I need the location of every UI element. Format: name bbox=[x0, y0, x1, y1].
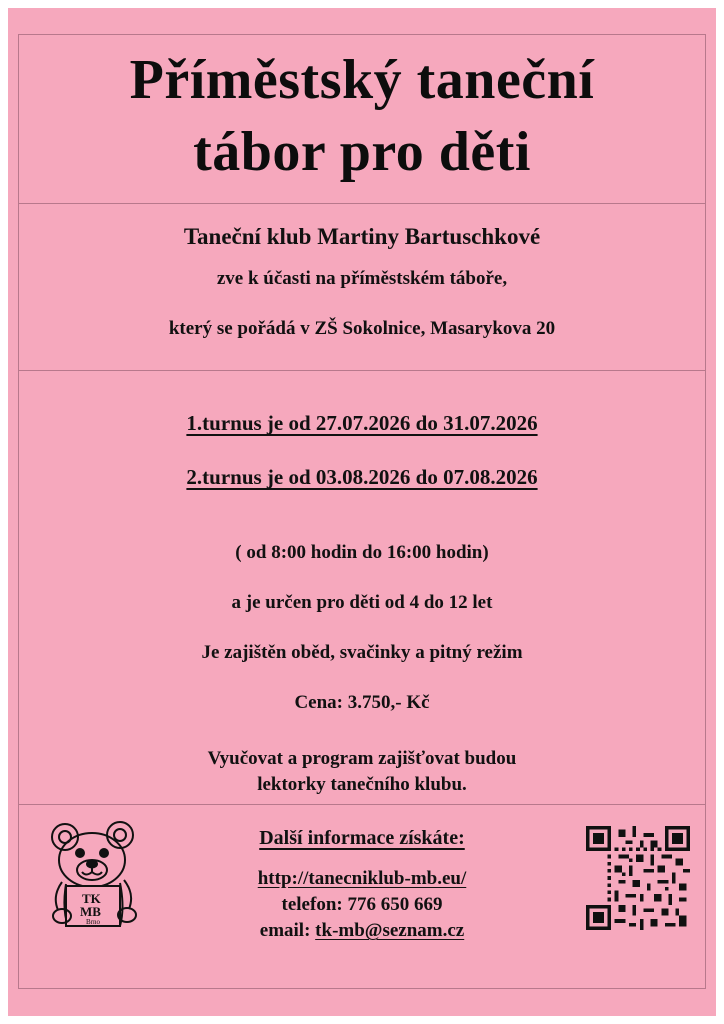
email-label: email: bbox=[259, 920, 316, 941]
bear-mascot-logo bbox=[42, 820, 152, 935]
phone-text: telefon: 776 650 669 bbox=[281, 894, 443, 915]
title-line-1: Příměstský taneční bbox=[129, 49, 595, 111]
staff-text-line-2: lektorky tanečního klubu. bbox=[257, 774, 467, 795]
svg-text:Brno: Brno bbox=[86, 918, 100, 926]
intro-section bbox=[8, 220, 716, 354]
price-text: Cena: 3.750,- Kč bbox=[294, 692, 430, 713]
svg-text:MB: MB bbox=[80, 904, 101, 919]
club-name: Taneční klub Martiny Bartuschkové bbox=[183, 224, 541, 249]
divider-under-title bbox=[18, 203, 706, 204]
qr-code[interactable] bbox=[586, 826, 690, 930]
hours-text: ( od 8:00 hodin do 16:00 hodin) bbox=[235, 542, 489, 563]
divider-under-intro bbox=[18, 370, 706, 371]
page-title bbox=[8, 44, 716, 188]
divider-bottom bbox=[18, 988, 706, 989]
invitation-text: zve k účasti na příměstském táboře, bbox=[216, 268, 508, 289]
divider-above-footer bbox=[18, 804, 706, 805]
website-link[interactable]: http://tanecniklub-mb.eu/ bbox=[257, 868, 467, 889]
poster-page bbox=[8, 8, 716, 1016]
venue-text: který se pořádá v ZŠ Sokolnice, Masarykova 20 bbox=[168, 318, 556, 339]
title-line-2: tábor pro děti bbox=[193, 121, 531, 183]
svg-text:TK: TK bbox=[82, 891, 101, 906]
session-2: 2.turnus je od 03.08.2026 do 07.08.2026 bbox=[186, 465, 538, 489]
sessions-section bbox=[8, 396, 716, 504]
email-link[interactable]: tk-mb@seznam.cz bbox=[315, 920, 465, 941]
ages-text: a je určen pro děti od 4 do 12 let bbox=[231, 592, 493, 613]
meals-text: Je zajištěn oběd, svačinky a pitný režim bbox=[201, 642, 523, 663]
details-section bbox=[8, 528, 716, 798]
session-1: 1.turnus je od 27.07.2026 do 31.07.2026 bbox=[186, 411, 538, 435]
staff-text-line-1: Vyučovat a program zajišťovat budou bbox=[207, 748, 517, 769]
divider-top bbox=[18, 34, 706, 35]
contact-heading: Další informace získáte: bbox=[259, 827, 465, 849]
